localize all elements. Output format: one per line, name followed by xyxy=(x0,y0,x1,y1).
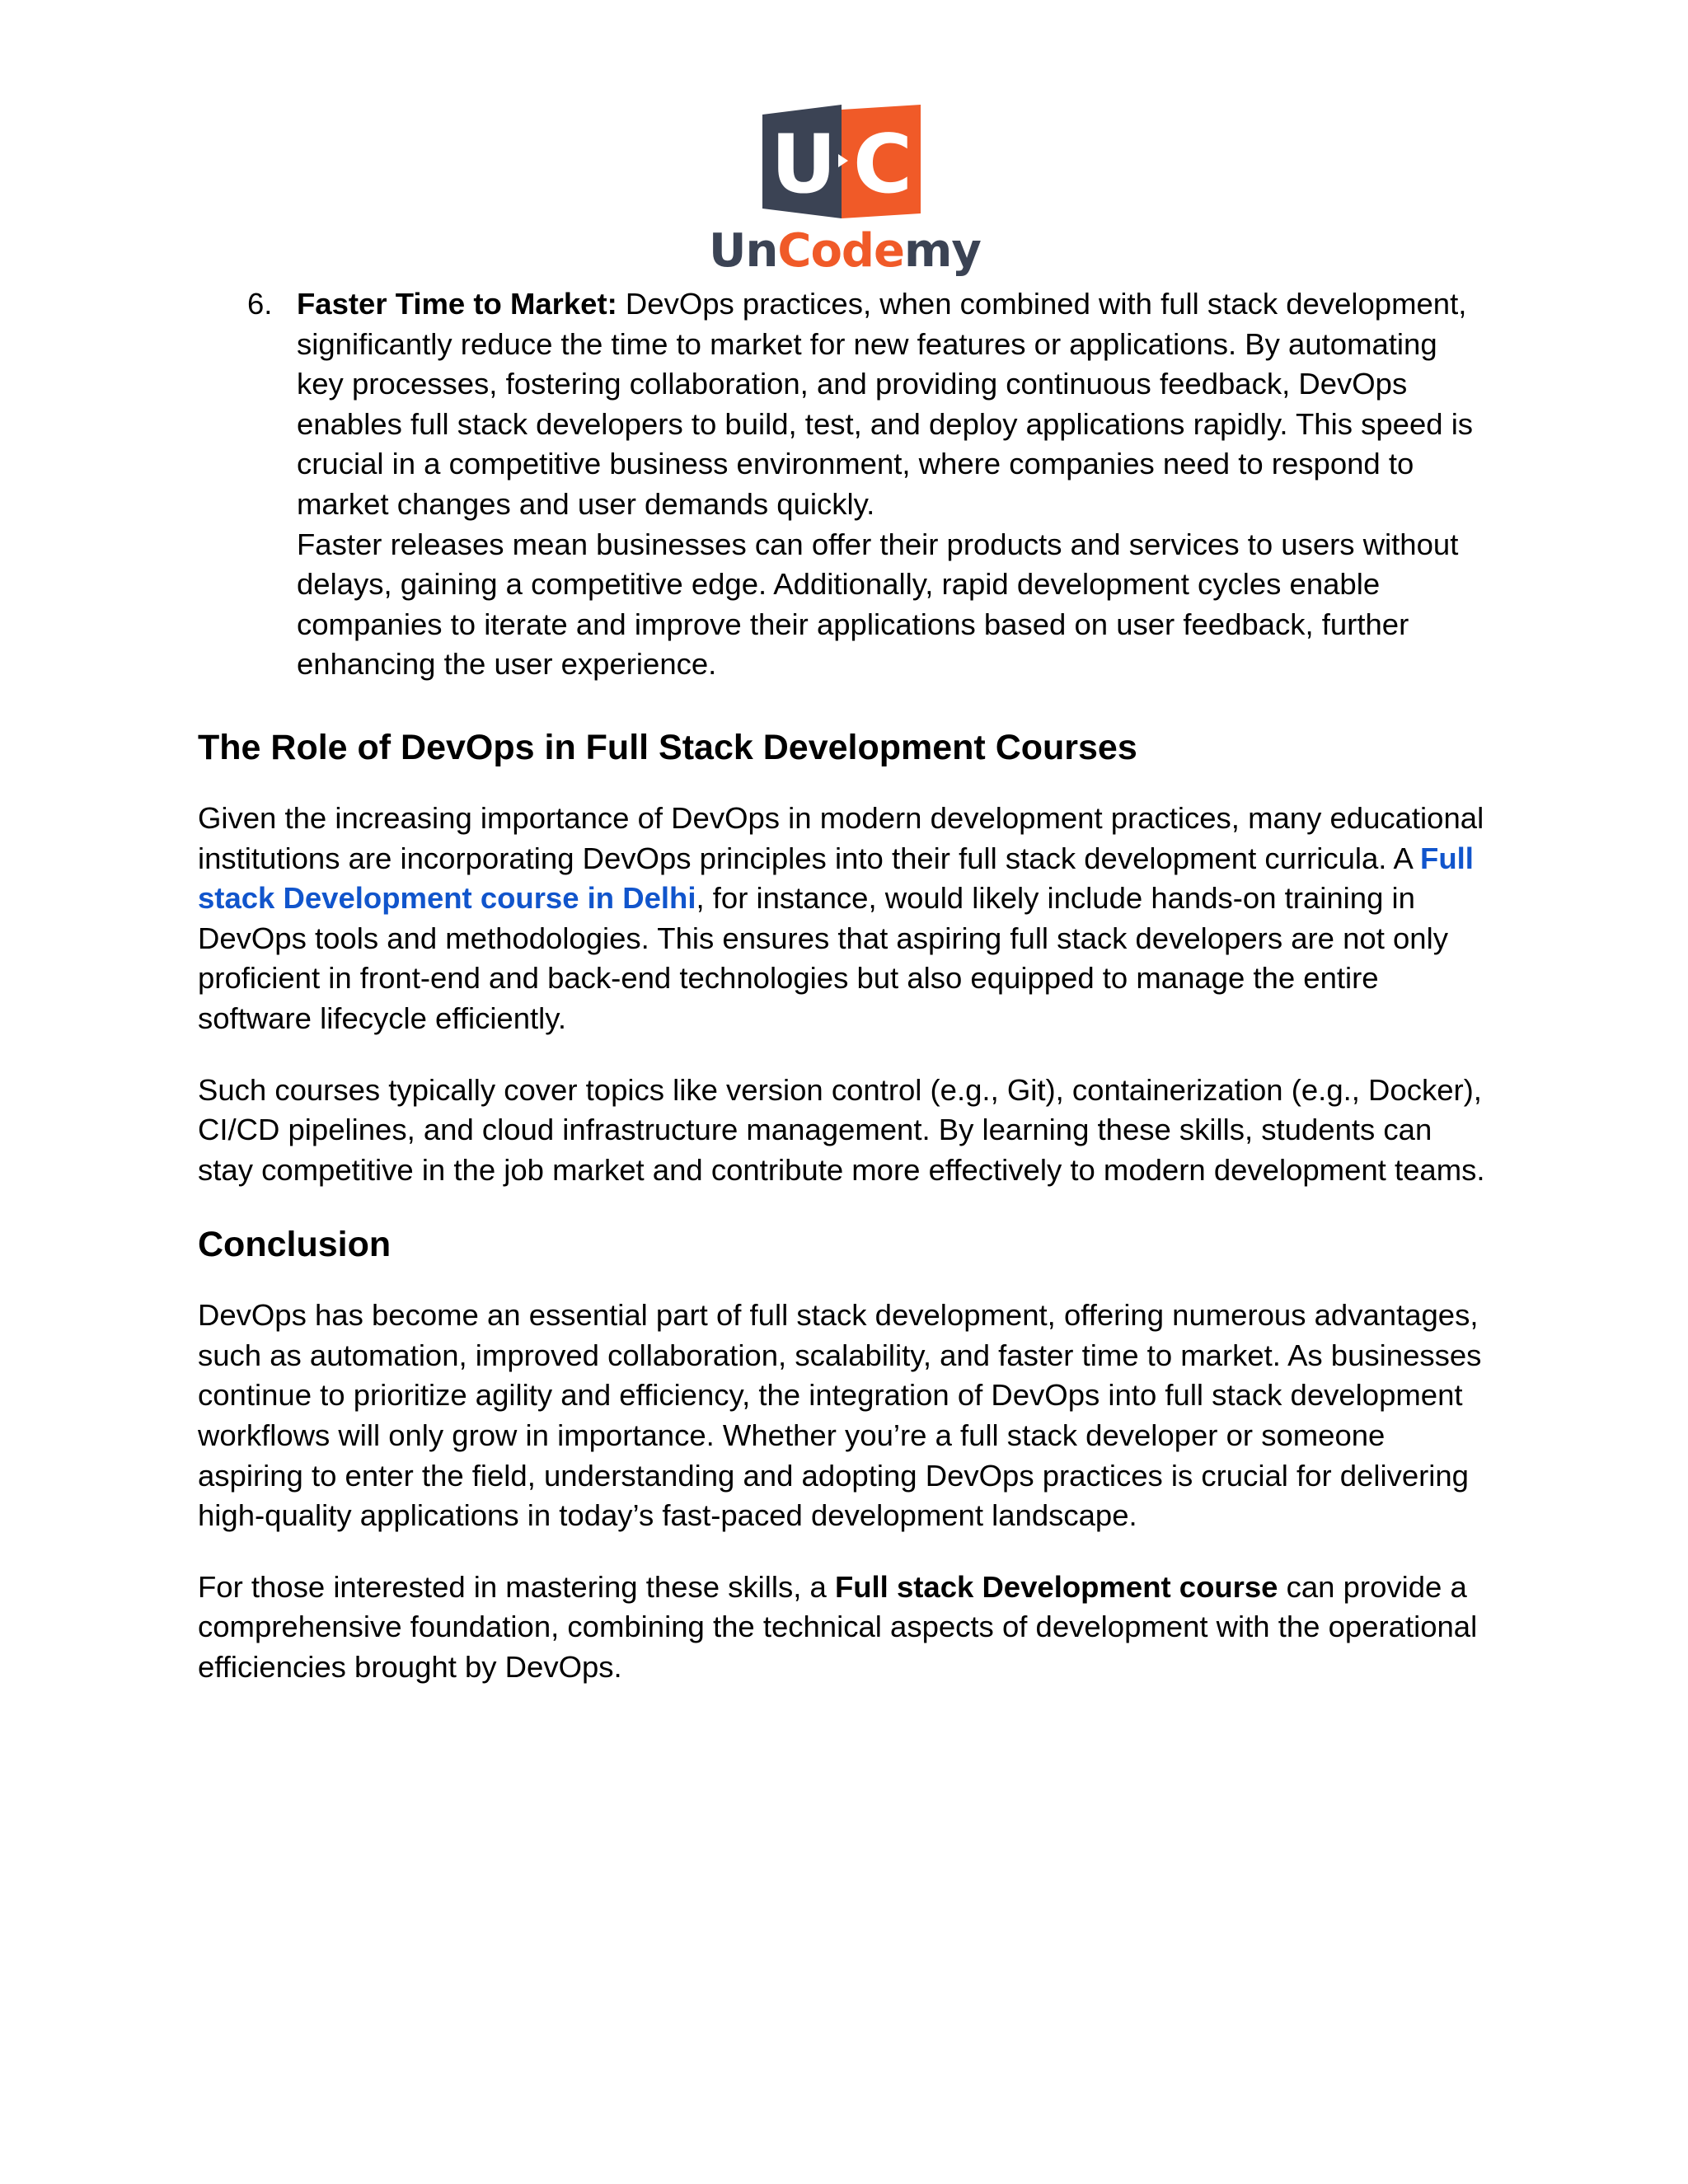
uc-logo-mark xyxy=(762,105,921,218)
logo-letter-c: C xyxy=(853,118,912,212)
list-item-paragraph xyxy=(297,284,1492,525)
paragraph: Such courses typically cover topics like version control (e.g., Git), containerization (e.g., Docker), CI/CD pipelines, and cloud infrastructure management. By learning these skills, students can stay competitive in the job market and contribute more effectively to modern development teams. xyxy=(198,1072,1485,1187)
list-item-title: Faster Time to Market: xyxy=(297,287,617,321)
bold-course-name: Full stack Development course xyxy=(834,1569,1278,1604)
section-heading-conclusion: Conclusion xyxy=(198,1225,392,1265)
list-item-faster-time-to-market xyxy=(198,284,1492,685)
list-number: 6. xyxy=(247,287,273,321)
logo-letter-u: U xyxy=(771,118,837,212)
list-item-paragraph-2: Faster releases mean businesses can offer their products and services to users without delays, gaining a competitive edge. Additionally, rapid development cycles enable companies to iterate and improve their applications based on user feedback, further enhancing the user experience. xyxy=(297,527,1459,682)
full-stack-course-delhi-link[interactable]: Full stack Development course in Delhi xyxy=(198,841,1474,916)
list-item-text: DevOps practices, when combined with full stack development, significantly reduce the time to market for new features or applications. By automating key processes, fostering collaboration, and providing continuous feedback, DevOps enables full stack developers to build, test, and deploy applications rapidly. This speed is crucial in a competitive business environment, where companies need to respond to market changes and user demands quickly. xyxy=(297,287,1474,521)
paragraph: Given the increasing importance of DevOps in modern development practices, many educational institutions are incorporating DevOps principles into their full stack development curricula. A Full stack Development course in Delhi, for instance, would likely include hands-on training in DevOps tools and methodologies. This ensures that aspiring full stack developers are not only proficient in front-end and back-end technologies but also equipped to manage the entire software lifecycle efficiently. xyxy=(198,800,1484,1035)
paragraph: DevOps has become an essential part of full stack development, offering numerous advantages, such as automation, improved collaboration, scalability, and faster time to market. As businesses continue to prioritize agility and efficiency, the integration of DevOps into full stack development workflows will only grow in importance. Whether you’re a full stack developer or someone aspiring to enter the field, understanding and adopting DevOps practices is crucial for delivering high-quality applications in today’s fast-paced development landscape. xyxy=(198,1298,1482,1533)
logo-wordmark: UnCodemy xyxy=(709,224,981,278)
uncodemy-logo xyxy=(709,103,981,278)
section-heading-role-of-devops: The Role of DevOps in Full Stack Development Courses xyxy=(198,727,1137,767)
document-body xyxy=(198,284,1492,1719)
paragraph: For those interested in mastering these skills, a Full stack Development course can provide a comprehensive foundation, combining the technical aspects of development with the operational efficiencies brought by DevOps. xyxy=(198,1569,1478,1685)
